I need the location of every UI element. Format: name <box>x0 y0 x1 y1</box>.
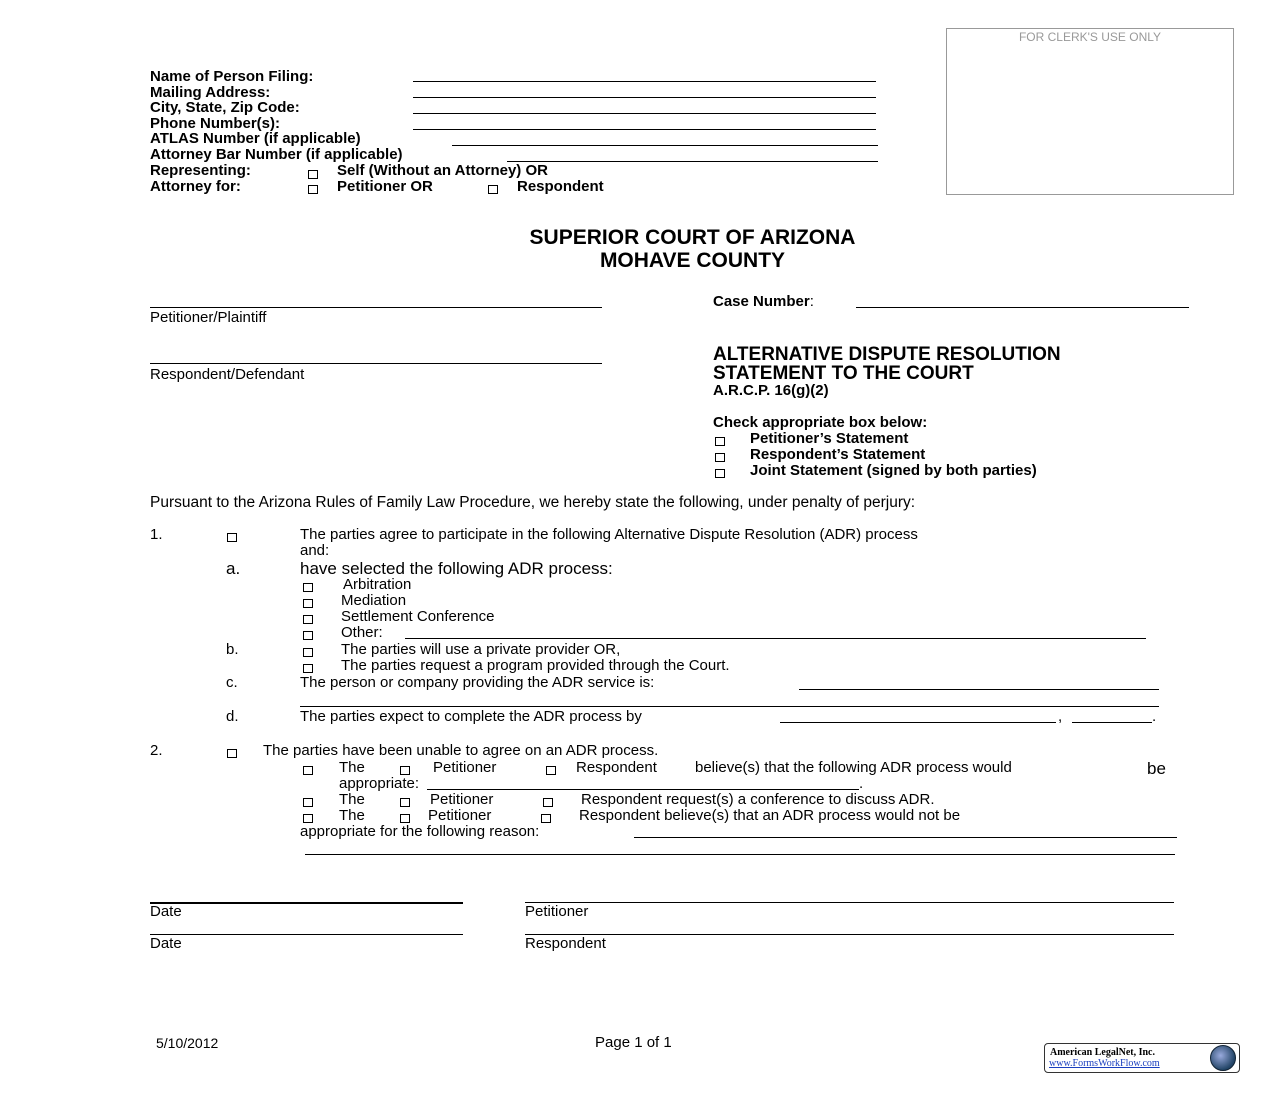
clerk-use-box <box>946 28 1234 195</box>
opt3-respondent-checkbox[interactable] <box>541 814 551 823</box>
petitioner-statement-option: Petitioner’s Statement <box>750 430 909 447</box>
form-title-line1: ALTERNATIVE DISPUTE RESOLUTION <box>713 344 1061 365</box>
mediation-option: Mediation <box>341 592 407 609</box>
name-field[interactable] <box>413 81 876 82</box>
opt1-the-checkbox[interactable] <box>303 766 313 775</box>
private-provider-checkbox[interactable] <box>303 648 313 657</box>
date1-label: Date <box>150 903 182 920</box>
atlas-label: ATLAS Number (if applicable) <box>150 130 361 147</box>
item1-text-line2: and: <box>300 542 330 559</box>
completion-date-comma: , <box>1058 708 1063 725</box>
phone-field[interactable] <box>413 129 876 130</box>
self-checkbox[interactable] <box>308 170 318 179</box>
court-program-checkbox[interactable] <box>303 664 313 673</box>
opt3-the-label: The <box>339 807 365 824</box>
attorney-for-label: Attorney for: <box>150 178 241 195</box>
joint-statement-option: Joint Statement (signed by both parties) <box>750 462 1037 479</box>
opt3-petitioner-label: Petitioner <box>428 807 492 824</box>
mailing-label: Mailing Address: <box>150 84 271 101</box>
completion-date-field[interactable] <box>780 722 1056 723</box>
petitioner-signature-field[interactable] <box>525 902 1174 903</box>
item1a-text: have selected the following ADR process: <box>300 559 613 578</box>
opt1-period: . <box>859 775 864 792</box>
self-option: Self (Without an Attorney) OR <box>337 162 548 179</box>
other-process-option: Other: <box>341 624 383 641</box>
county-name: MOHAVE COUNTY <box>599 249 786 272</box>
item1d-label: d. <box>226 708 239 725</box>
city-field[interactable] <box>413 113 876 114</box>
item1-checkbox[interactable] <box>227 533 237 542</box>
opt2-respondent-checkbox[interactable] <box>543 798 553 807</box>
representing-label: Representing: <box>150 162 251 179</box>
completion-date-period: . <box>1152 708 1157 725</box>
atlas-field[interactable] <box>452 145 878 146</box>
phone-label: Phone Number(s): <box>150 115 281 132</box>
globe-icon <box>1210 1045 1236 1071</box>
date2-field[interactable] <box>150 934 463 935</box>
item2-text: The parties have been unable to agree on an ADR process. <box>263 742 659 759</box>
opt3-reason-field-line2[interactable] <box>305 854 1175 855</box>
opt2-the-checkbox[interactable] <box>303 798 313 807</box>
respondent-statement-checkbox[interactable] <box>715 453 725 462</box>
respondent-statement-option: Respondent’s Statement <box>750 446 926 463</box>
check-box-instruction: Check appropriate box below: <box>713 414 928 431</box>
logo-company-name: American LegalNet, Inc. <box>1050 1047 1155 1058</box>
opt1-process-field[interactable] <box>427 789 859 790</box>
intro-paragraph: Pursuant to the Arizona Rules of Family Law Procedure, we hereby state the following, under penalty of perjury: <box>150 494 916 511</box>
opt3-line2: appropriate for the following reason: <box>300 823 540 840</box>
logo-url-link[interactable]: www.FormsWorkFlow.com <box>1049 1058 1160 1069</box>
city-label: City, State, Zip Code: <box>150 99 300 116</box>
settlement-conference-checkbox[interactable] <box>303 615 313 624</box>
form-rule: A.R.C.P. 16(g)(2) <box>713 382 829 399</box>
other-process-checkbox[interactable] <box>303 631 313 640</box>
opt2-the-label: The <box>339 791 365 808</box>
joint-statement-checkbox[interactable] <box>715 469 725 478</box>
opt1-respondent-label: Respondent <box>576 759 657 776</box>
respondent-name-field[interactable] <box>150 363 602 364</box>
bar-field[interactable] <box>507 161 878 162</box>
item2-checkbox[interactable] <box>227 749 237 758</box>
opt1-respondent-checkbox[interactable] <box>546 766 556 775</box>
opt1-be: be <box>1147 759 1166 778</box>
case-number-field[interactable] <box>856 307 1189 308</box>
arbitration-checkbox[interactable] <box>303 583 313 592</box>
respondent-option: Respondent <box>517 178 604 195</box>
petitioner-name-field[interactable] <box>150 307 602 308</box>
mailing-field[interactable] <box>413 97 876 98</box>
clerk-use-label: FOR CLERK'S USE ONLY <box>1018 30 1162 44</box>
opt3-the-checkbox[interactable] <box>303 814 313 823</box>
court-program-option: The parties request a program provided through the Court. <box>341 657 730 674</box>
respondent-signature-label: Respondent <box>525 935 606 952</box>
petitioner-statement-checkbox[interactable] <box>715 437 725 446</box>
opt1-line2: appropriate: <box>339 775 420 792</box>
item1-number: 1. <box>150 526 163 543</box>
case-number-colon: : <box>809 293 814 310</box>
adr-provider-field[interactable] <box>799 689 1159 690</box>
form-title-line2: STATEMENT TO THE COURT <box>713 363 974 384</box>
american-legalnet-logo[interactable] <box>1044 1043 1240 1073</box>
mediation-checkbox[interactable] <box>303 599 313 608</box>
petitioner-checkbox[interactable] <box>308 185 318 194</box>
item1a-label: a. <box>226 559 241 578</box>
petitioner-signature-label: Petitioner <box>525 903 589 920</box>
adr-provider-field-line2[interactable] <box>300 706 1159 707</box>
respondent-signature-field[interactable] <box>525 934 1174 935</box>
opt2-petitioner-label: Petitioner <box>430 791 494 808</box>
opt3-petitioner-checkbox[interactable] <box>400 814 410 823</box>
opt2-petitioner-checkbox[interactable] <box>400 798 410 807</box>
arbitration-option: Arbitration <box>343 576 412 593</box>
item1b-label: b. <box>226 641 239 658</box>
other-process-field[interactable] <box>405 638 1146 639</box>
opt1-petitioner-label: Petitioner <box>433 759 497 776</box>
opt3-text: Respondent believe(s) that an ADR process would not be <box>579 807 961 824</box>
case-number-label: Case Number <box>713 293 810 310</box>
respondent-checkbox[interactable] <box>488 185 498 194</box>
item1c-text: The person or company providing the ADR service is: <box>300 674 655 691</box>
opt1-petitioner-checkbox[interactable] <box>400 766 410 775</box>
court-name: SUPERIOR COURT OF ARIZONA <box>529 226 856 249</box>
footer-date: 5/10/2012 <box>156 1035 219 1051</box>
respondent-defendant-label: Respondent/Defendant <box>150 366 305 383</box>
opt3-reason-field[interactable] <box>634 837 1177 838</box>
opt1-text: believe(s) that the following ADR process would <box>695 759 1012 776</box>
name-label: Name of Person Filing: <box>150 68 314 85</box>
completion-year-field[interactable] <box>1072 722 1152 723</box>
opt2-text: Respondent request(s) a conference to discuss ADR. <box>581 791 935 808</box>
bar-label: Attorney Bar Number (if applicable) <box>150 146 403 163</box>
item1d-text: The parties expect to complete the ADR process by <box>300 708 642 725</box>
date2-label: Date <box>150 935 182 952</box>
petitioner-plaintiff-label: Petitioner/Plaintiff <box>150 309 267 326</box>
item1-text-line1: The parties agree to participate in the following Alternative Dispute Resolution (ADR) process <box>300 526 918 543</box>
date1-field[interactable] <box>150 902 463 904</box>
private-provider-option: The parties will use a private provider OR, <box>341 641 621 658</box>
item2-number: 2. <box>150 742 163 759</box>
settlement-conference-option: Settlement Conference <box>341 608 495 625</box>
opt1-the-label: The <box>339 759 365 776</box>
petitioner-option: Petitioner OR <box>337 178 433 195</box>
footer-page-number: Page 1 of 1 <box>595 1034 672 1051</box>
item1c-label: c. <box>226 674 238 691</box>
